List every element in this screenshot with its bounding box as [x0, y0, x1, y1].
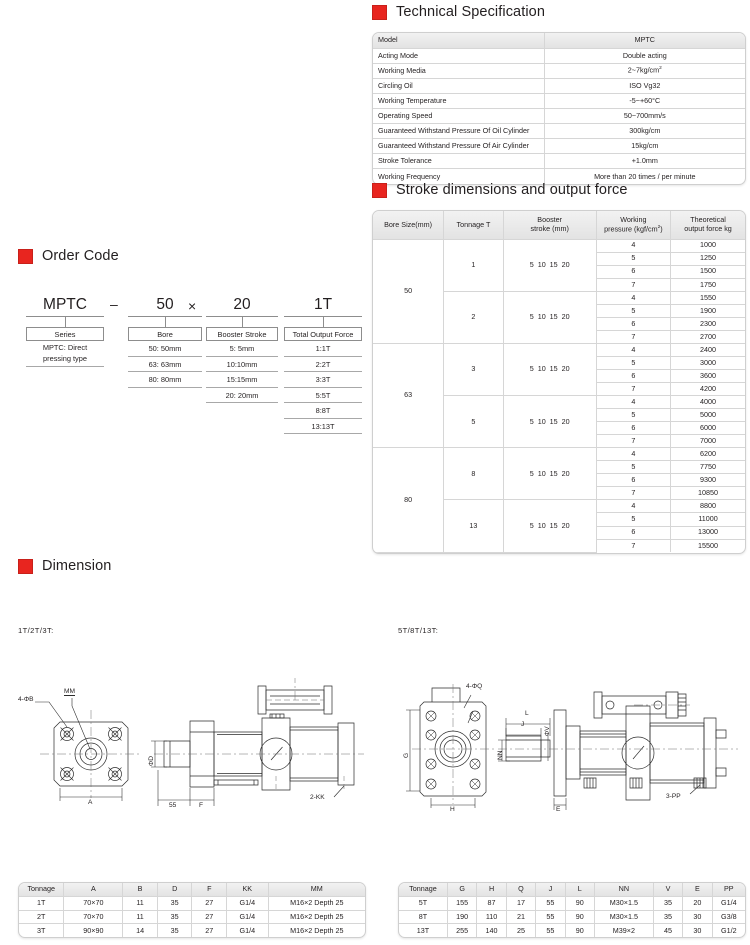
drawing-left-title: 1T/2T/3T:: [18, 626, 54, 635]
stroke-column-header: Working pressure $(kgf/cm^2)$: [596, 211, 670, 239]
order-code-column: [26, 296, 104, 367]
label-phi-d: ΦD: [148, 755, 155, 766]
technical-specification-panel: [372, 32, 746, 185]
spec-row-key: Model: [373, 33, 544, 48]
dimension-title: Dimension: [42, 558, 112, 574]
stroke-dimensions-table: [373, 211, 745, 553]
spec-row-key: Working Temperature: [373, 93, 544, 108]
dimension-left-cell: M16×2 Depth 25: [268, 910, 365, 924]
stroke-output-force-cell: 1900: [671, 304, 745, 317]
label-4-phi-q: 4-ΦQ: [466, 683, 483, 690]
dimension-heading: [18, 558, 111, 574]
stroke-output-force-cell: 8800: [671, 500, 745, 513]
dimension-left-column-header: KK: [227, 883, 269, 897]
stroke-bore-cell: 80: [373, 448, 444, 552]
order-code-stem: [242, 317, 243, 327]
stroke-column-header: Theoretical output force kg: [671, 211, 745, 239]
spec-row-key: Circling Oil: [373, 78, 544, 93]
order-code-option: 5:5T: [284, 388, 362, 404]
stroke-header-row: [373, 211, 745, 239]
spec-row: [373, 139, 745, 154]
spec-row: [373, 108, 745, 123]
stroke-output-force-cell: 2300: [671, 317, 745, 330]
stroke-output-force-cell: 4200: [671, 383, 745, 396]
dimension-right-cell: 13T: [399, 924, 447, 938]
dimension-right-cell: M30×1.5: [594, 910, 653, 924]
spec-row-value: ISO Vg32: [544, 78, 745, 93]
stroke-booster-stroke-cell: 5 10 15 20: [503, 291, 596, 343]
dimension-right-cell: M39×2: [594, 924, 653, 938]
order-code-stem: [165, 317, 166, 327]
dimension-table-left: [19, 883, 365, 937]
stroke-working-pressure-cell: 5: [596, 304, 670, 317]
stroke-tonnage-cell: 5: [444, 396, 504, 448]
spec-row: [373, 78, 745, 93]
dimension-right-row: [399, 910, 745, 924]
stroke-working-pressure-cell: 7: [596, 435, 670, 448]
spec-row-value: 15kg/cm: [544, 139, 745, 154]
stroke-output-force-cell: 13000: [671, 526, 745, 539]
stroke-booster-stroke-cell: 5 10 15 20: [503, 448, 596, 500]
dimension-right-cell: 190: [447, 910, 476, 924]
dimension-right-cell: 30: [683, 924, 712, 938]
stroke-bore-cell: 63: [373, 343, 444, 447]
stroke-working-pressure-cell: 7: [596, 383, 670, 396]
order-code-option: 5: 5mm: [206, 341, 278, 357]
spec-row-value: +1.0mm: [544, 154, 745, 169]
order-code-separator: ×: [188, 298, 197, 314]
stroke-data-row: [373, 448, 745, 461]
spec-row-key: Guaranteed Withstand Pressure Of Oil Cylinder: [373, 124, 544, 139]
red-square-bullet-icon: [18, 249, 33, 264]
technical-specification-heading: [372, 4, 746, 20]
dimension-right-cell: 35: [653, 910, 682, 924]
dimension-right-cell: 30: [683, 910, 712, 924]
dimension-right-cell: 5T: [399, 897, 447, 911]
dimension-left-cell: M16×2 Depth 25: [268, 897, 365, 911]
stroke-column-header: Booster stroke (mm): [503, 211, 596, 239]
order-code-option: 15:15mm: [206, 372, 278, 388]
dimension-drawing-5t-8t-13t: [398, 626, 748, 818]
stroke-output-force-cell: 6000: [671, 422, 745, 435]
spec-row-key: Acting Mode: [373, 48, 544, 63]
dimension-left-cell: 35: [157, 897, 192, 911]
spec-row-value: More than 20 times / per minute: [544, 169, 745, 184]
label-2-kk: 2-KK: [310, 794, 325, 801]
dimension-left-cell: 11: [123, 897, 158, 911]
dimension-left-column-header: Tonnage: [19, 883, 64, 897]
stroke-booster-stroke-cell: 5 10 15 20: [503, 396, 596, 448]
dimension-left-cell: 70×70: [64, 910, 123, 924]
spec-row-key: Operating Speed: [373, 108, 544, 123]
dimension-right-cell: G3/8: [712, 910, 745, 924]
spec-row-value: 300kg/cm: [544, 124, 745, 139]
dimension-right-column-header: Q: [506, 883, 535, 897]
dimension-drawing-1t-2t-3t: [18, 626, 368, 818]
spec-row-key: Guaranteed Withstand Pressure Of Air Cylinder: [373, 139, 544, 154]
dimension-left-cell: M16×2 Depth 25: [268, 924, 365, 938]
stroke-working-pressure-cell: 5: [596, 513, 670, 526]
stroke-output-force-cell: 2700: [671, 330, 745, 343]
stroke-tonnage-cell: 1: [444, 239, 504, 291]
order-code-option: 1:1T: [284, 341, 362, 357]
dimension-right-cell: 8T: [399, 910, 447, 924]
dimension-right-column-header: Tonnage: [399, 883, 447, 897]
red-square-bullet-icon: [372, 183, 387, 198]
dimension-left-cell: 27: [192, 924, 227, 938]
order-code-option: 10:10mm: [206, 357, 278, 373]
stroke-dimensions-section: [372, 182, 746, 554]
stroke-booster-stroke-cell: 5 10 15 20: [503, 343, 596, 395]
dimension-left-cell: G1/4: [227, 910, 269, 924]
stroke-working-pressure-cell: 4: [596, 448, 670, 461]
dimension-right-cell: 25: [506, 924, 535, 938]
stroke-working-pressure-cell: 6: [596, 265, 670, 278]
stroke-working-pressure-cell: 6: [596, 474, 670, 487]
dimension-right-column-header: H: [477, 883, 506, 897]
stroke-output-force-cell: 1550: [671, 291, 745, 304]
label-mm: MM: [64, 688, 75, 695]
order-code-option: 13:13T: [284, 419, 362, 435]
spec-row-value: $2\sim 7kg/cm^2$: [544, 63, 745, 78]
dimension-right-cell: 55: [536, 924, 565, 938]
stroke-working-pressure-cell: 6: [596, 317, 670, 330]
stroke-column-header: Bore Size(mm): [373, 211, 444, 239]
dimension-left-cell: 27: [192, 910, 227, 924]
dimension-left-cell: 2T: [19, 910, 64, 924]
dimension-right-cell: 35: [653, 897, 682, 911]
stroke-dimensions-heading: [372, 182, 746, 198]
spec-row: [373, 63, 745, 78]
spec-row-key: Stroke Tolerance: [373, 154, 544, 169]
dimension-left-cell: 35: [157, 910, 192, 924]
order-code-option: 20: 20mm: [206, 388, 278, 404]
stroke-working-pressure-cell: 7: [596, 278, 670, 291]
dimension-right-cell: 45: [653, 924, 682, 938]
order-code-stem: [323, 317, 324, 327]
label-phi-v: ΦV: [544, 726, 551, 736]
stroke-tonnage-cell: 2: [444, 291, 504, 343]
spec-row: [373, 48, 745, 63]
label-3-pp: 3-PP: [666, 793, 681, 800]
dimension-right-cell: 155: [447, 897, 476, 911]
label-e: E: [556, 806, 561, 813]
order-code-option: 8:8T: [284, 403, 362, 419]
stroke-working-pressure-cell: 5: [596, 409, 670, 422]
order-code-section: [18, 248, 368, 446]
order-code-option: 2:2T: [284, 357, 362, 373]
dimension-left-row: [19, 897, 365, 911]
stroke-output-force-cell: 3000: [671, 356, 745, 369]
stroke-output-force-cell: 1000: [671, 239, 745, 252]
order-code-box-label: Total Output Force: [284, 327, 362, 341]
stroke-output-force-cell: 2400: [671, 343, 745, 356]
dimension-left-cell: 3T: [19, 924, 64, 938]
dimension-right-cell: 17: [506, 897, 535, 911]
order-code-heading: [18, 248, 368, 264]
dimension-left-cell: 14: [123, 924, 158, 938]
label-a: A: [88, 799, 93, 806]
label-h: H: [450, 806, 455, 813]
spec-row-key: Working Frequency: [373, 169, 544, 184]
dimension-left-cell: 1T: [19, 897, 64, 911]
drawing-right-title: 5T/8T/13T:: [398, 626, 439, 635]
order-code-option: 63: 63mm: [128, 357, 202, 373]
stroke-working-pressure-cell: 4: [596, 396, 670, 409]
dimension-table-left-panel: [18, 882, 366, 938]
order-code-note: MPTC: Direct pressing type: [26, 341, 104, 367]
spec-row-value: MPTC: [544, 33, 745, 48]
dimension-left-column-header: A: [64, 883, 123, 897]
red-square-bullet-icon: [18, 559, 33, 574]
dimension-left-cell: 11: [123, 910, 158, 924]
stroke-working-pressure-cell: 7: [596, 330, 670, 343]
order-code-stem: [65, 317, 66, 327]
order-code-box-label: Booster Stroke: [206, 327, 278, 341]
stroke-booster-stroke-cell: 5 10 15 20: [503, 500, 596, 552]
order-code-separator: –: [110, 296, 118, 312]
dimension-left-column-header: B: [123, 883, 158, 897]
technical-specification-title: Technical Specification: [396, 4, 545, 20]
stroke-dimensions-panel: [372, 210, 746, 554]
stroke-working-pressure-cell: 7: [596, 539, 670, 552]
order-code-option: 50: 50mm: [128, 341, 202, 357]
dimension-right-cell: G1/4: [712, 897, 745, 911]
dimension-left-column-header: MM: [268, 883, 365, 897]
stroke-output-force-cell: 7750: [671, 461, 745, 474]
spec-row-value: -5~+60°C: [544, 93, 745, 108]
technical-specification-section: [372, 4, 746, 185]
dimension-right-cell: 255: [447, 924, 476, 938]
spec-row: [373, 33, 745, 48]
stroke-output-force-cell: 15500: [671, 539, 745, 552]
dimension-right-row: [399, 924, 745, 938]
stroke-output-force-cell: 3600: [671, 369, 745, 382]
dimension-section: [18, 558, 111, 574]
drawing-left-svg: [18, 648, 368, 818]
dimension-right-column-header: J: [536, 883, 565, 897]
stroke-booster-stroke-cell: 5 10 15 20: [503, 239, 596, 291]
dimension-left-cell: G1/4: [227, 897, 269, 911]
dimension-right-column-header: L: [565, 883, 594, 897]
dimension-right-cell: 87: [477, 897, 506, 911]
stroke-data-row: [373, 343, 745, 356]
dimension-right-cell: 90: [565, 924, 594, 938]
dimension-left-cell: 27: [192, 897, 227, 911]
stroke-tonnage-cell: 3: [444, 343, 504, 395]
label-g: G: [403, 752, 410, 758]
spec-row-value: Double acting: [544, 48, 745, 63]
stroke-working-pressure-cell: 5: [596, 252, 670, 265]
stroke-bore-cell: 50: [373, 239, 444, 343]
dimension-left-cell: G1/4: [227, 924, 269, 938]
stroke-output-force-cell: 6200: [671, 448, 745, 461]
dimension-right-column-header: G: [447, 883, 476, 897]
dimension-right-header-row: [399, 883, 745, 897]
order-code-column: [284, 296, 362, 434]
stroke-working-pressure-cell: 6: [596, 422, 670, 435]
dimension-right-cell: 110: [477, 910, 506, 924]
dimension-table-right: [399, 883, 745, 937]
dimension-right-column-header: E: [683, 883, 712, 897]
stroke-working-pressure-cell: 5: [596, 356, 670, 369]
stroke-output-force-cell: 5000: [671, 409, 745, 422]
stroke-working-pressure-cell: 4: [596, 239, 670, 252]
dimension-right-column-header: PP: [712, 883, 745, 897]
stroke-column-header: Tonnage T: [444, 211, 504, 239]
dimension-left-cell: 90×90: [64, 924, 123, 938]
stroke-data-row: [373, 239, 745, 252]
spec-row-value: 50~700mm/s: [544, 108, 745, 123]
red-square-bullet-icon: [372, 5, 387, 20]
order-code-title: Order Code: [42, 248, 119, 264]
dimension-left-row: [19, 910, 365, 924]
spec-row: [373, 124, 745, 139]
order-code-box-label: Series: [26, 327, 104, 341]
stroke-working-pressure-cell: 4: [596, 500, 670, 513]
order-code-value: 50: [128, 296, 202, 317]
spec-row-key: Working Media: [373, 63, 544, 78]
stroke-tonnage-cell: 8: [444, 448, 504, 500]
stroke-working-pressure-cell: 5: [596, 461, 670, 474]
stroke-output-force-cell: 9300: [671, 474, 745, 487]
stroke-tonnage-cell: 13: [444, 500, 504, 552]
order-code-option: 80: 80mm: [128, 372, 202, 388]
label-f: F: [199, 802, 204, 809]
dimension-left-cell: 35: [157, 924, 192, 938]
dimension-left-column-header: D: [157, 883, 192, 897]
dimension-right-cell: 55: [536, 897, 565, 911]
label-55: 55: [169, 802, 177, 809]
stroke-output-force-cell: 1750: [671, 278, 745, 291]
order-code-box-label: Bore: [128, 327, 202, 341]
label-j: J: [521, 721, 525, 728]
order-code-value: 1T: [284, 296, 362, 317]
dimension-right-cell: G1/2: [712, 924, 745, 938]
stroke-working-pressure-cell: 6: [596, 526, 670, 539]
spec-row: [373, 93, 745, 108]
label-l: L: [525, 710, 529, 717]
stroke-output-force-cell: 1500: [671, 265, 745, 278]
dimension-left-row: [19, 924, 365, 938]
dimension-right-cell: 90: [565, 910, 594, 924]
stroke-output-force-cell: 4000: [671, 396, 745, 409]
order-code-value: 20: [206, 296, 278, 317]
dimension-left-header-row: [19, 883, 365, 897]
stroke-output-force-cell: 7000: [671, 435, 745, 448]
dimension-right-column-header: NN: [594, 883, 653, 897]
stroke-output-force-cell: 10850: [671, 487, 745, 500]
dimension-right-column-header: V: [653, 883, 682, 897]
dimension-right-cell: 90: [565, 897, 594, 911]
order-code-option: 3:3T: [284, 372, 362, 388]
dimension-right-cell: 55: [536, 910, 565, 924]
dimension-right-cell: 20: [683, 897, 712, 911]
technical-specification-table: [373, 33, 745, 184]
dimension-right-cell: M30×1.5: [594, 897, 653, 911]
stroke-working-pressure-cell: 4: [596, 343, 670, 356]
dimension-right-row: [399, 897, 745, 911]
dimension-right-cell: 140: [477, 924, 506, 938]
dimension-table-right-panel: [398, 882, 746, 938]
dimension-left-cell: 70×70: [64, 897, 123, 911]
label-4-phi-b: 4-ΦB: [18, 696, 34, 703]
drawing-right-svg: [398, 648, 748, 818]
order-code-diagram: [18, 296, 368, 446]
order-code-column: [206, 296, 278, 403]
spec-row: [373, 154, 745, 169]
dimension-right-cell: 21: [506, 910, 535, 924]
order-code-value: MPTC: [26, 296, 104, 317]
label-nn: NN: [497, 750, 504, 760]
dimension-left-column-header: F: [192, 883, 227, 897]
stroke-working-pressure-cell: 6: [596, 369, 670, 382]
stroke-output-force-cell: 1250: [671, 252, 745, 265]
stroke-working-pressure-cell: 4: [596, 291, 670, 304]
stroke-output-force-cell: 11000: [671, 513, 745, 526]
stroke-dimensions-title: Stroke dimensions and output force: [396, 182, 628, 198]
stroke-working-pressure-cell: 7: [596, 487, 670, 500]
